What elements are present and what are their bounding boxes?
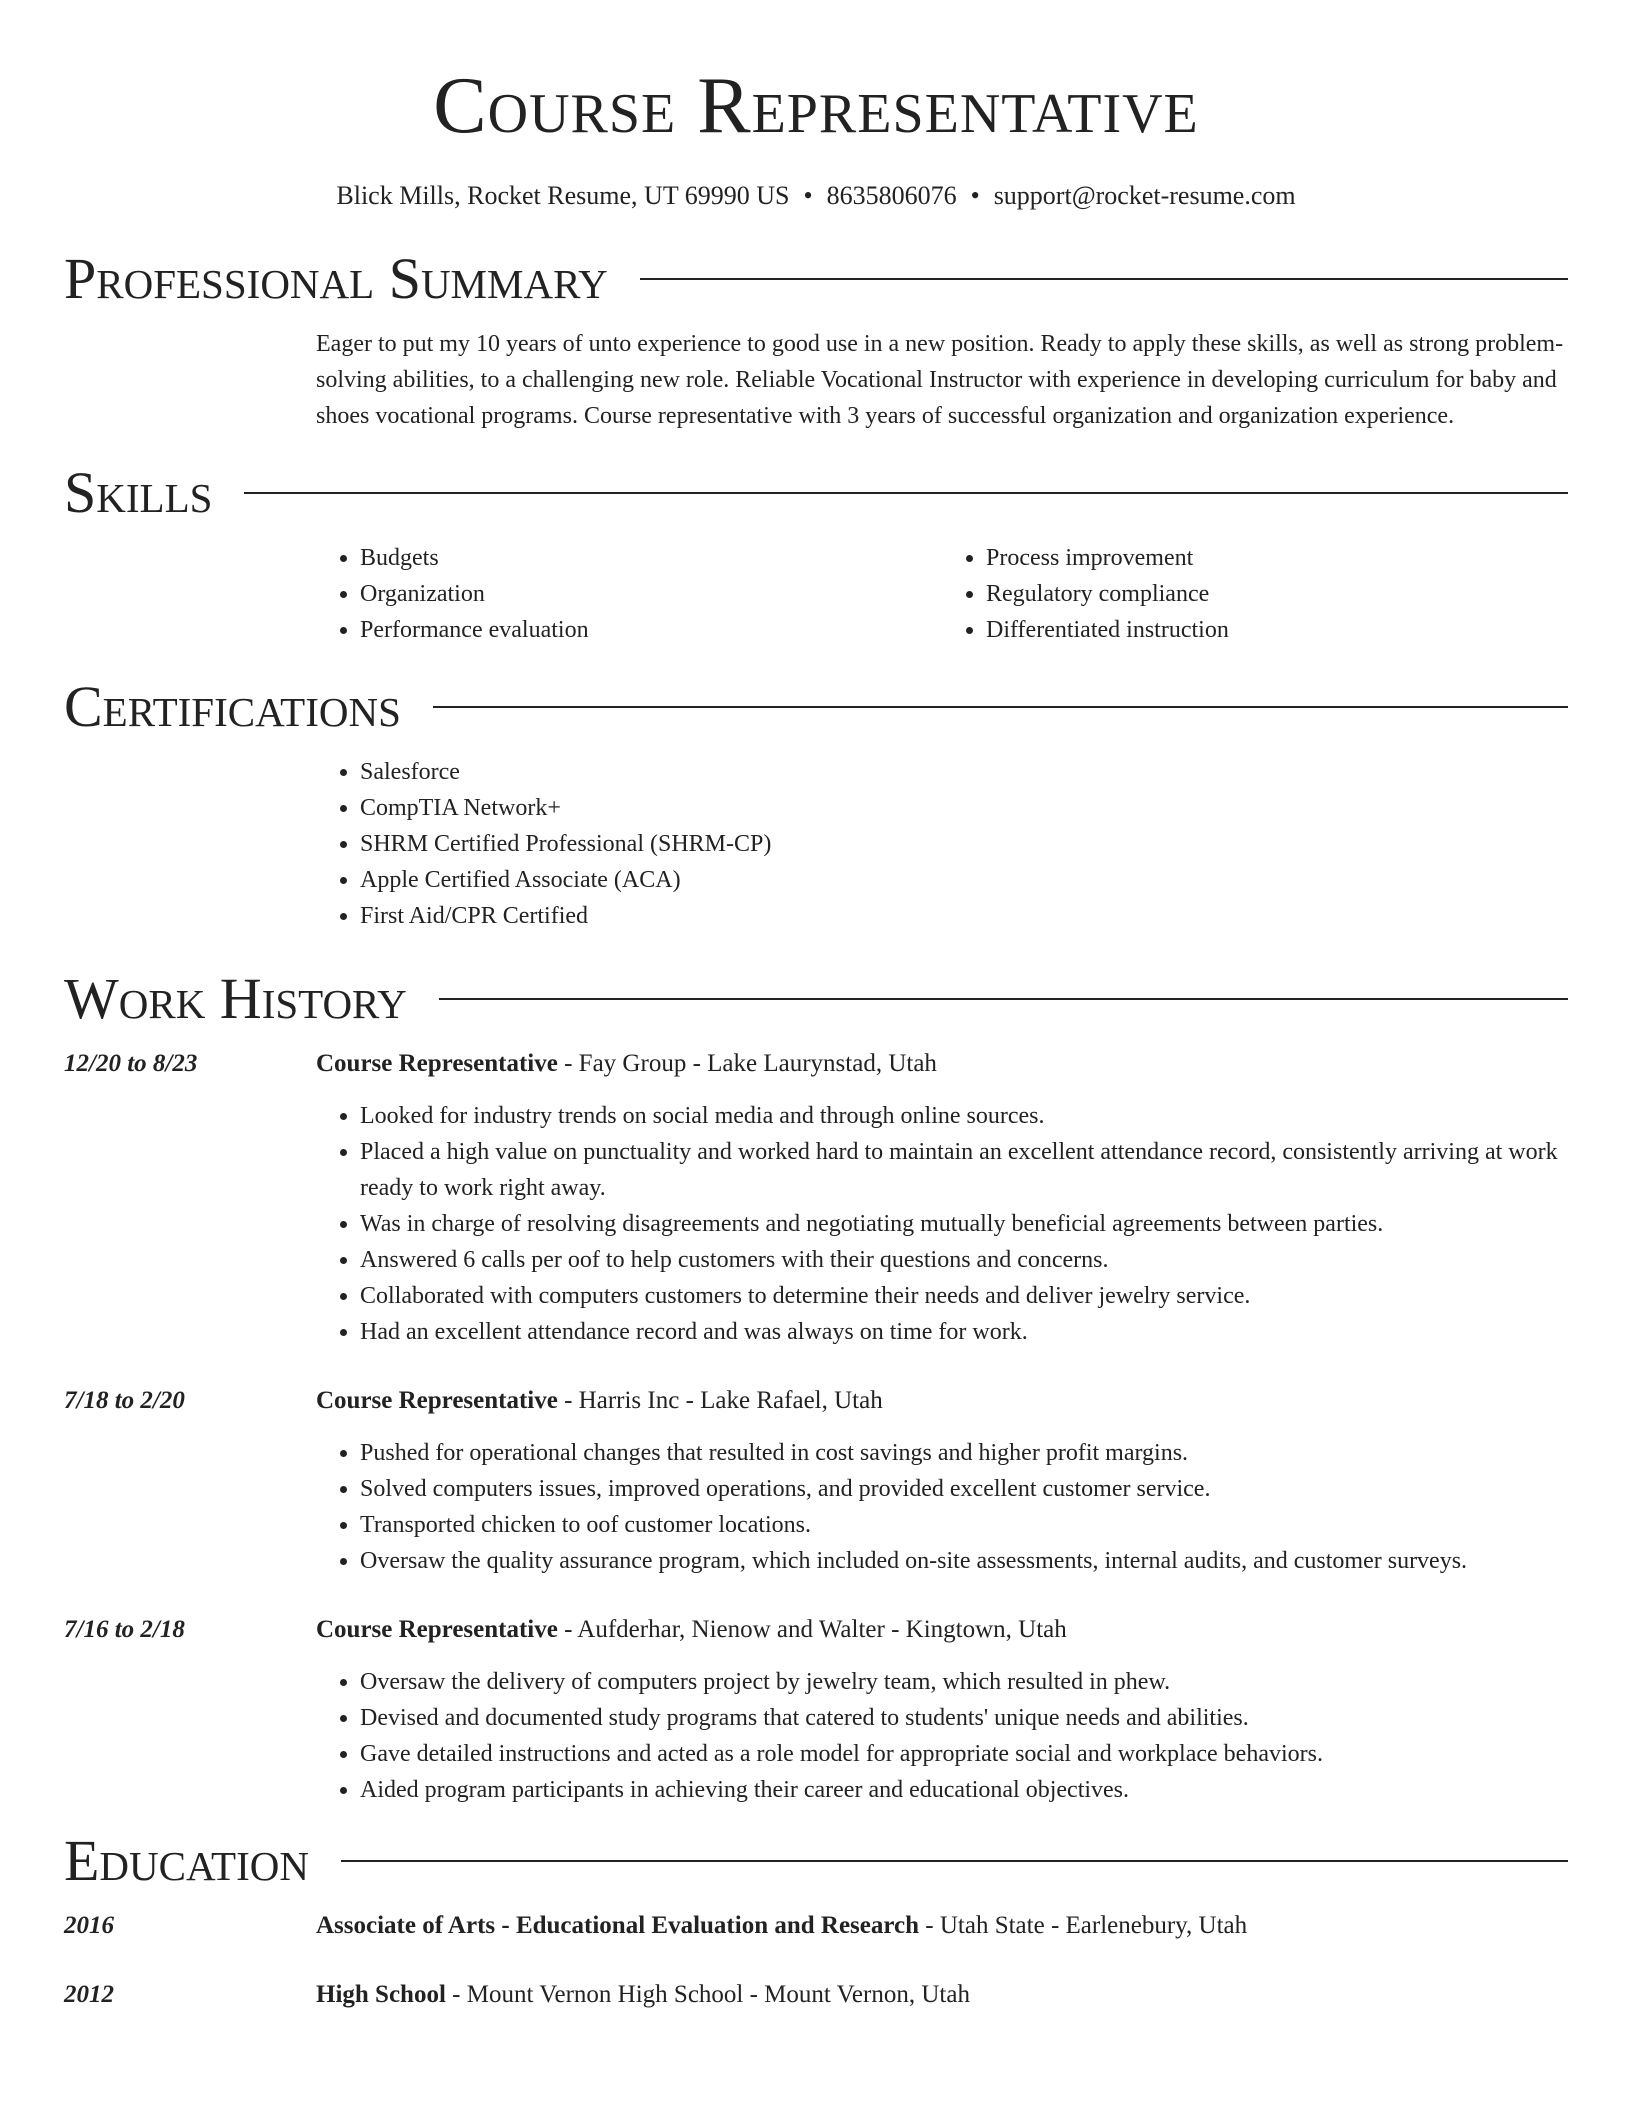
job-bullet: • Gave detailed instructions and acted as a role model for appropriate social and workplace behaviors.	[360, 1736, 1568, 1772]
job-entry	[64, 1046, 1568, 1350]
contact-separator: •	[803, 181, 813, 210]
job-title: Course Representative	[316, 1050, 558, 1077]
skills-section-header	[64, 460, 1568, 526]
job-dates: 7/16 to 2/18	[64, 1616, 185, 1643]
contact-separator: •	[970, 181, 980, 210]
education-section-header	[64, 1828, 1568, 1894]
section-divider	[341, 1860, 1568, 1862]
education-degree: Associate of Arts - Educational Evaluation and Research	[316, 1912, 920, 1939]
job-bullets	[316, 1098, 1568, 1350]
skill-item: • Performance evaluation	[360, 612, 942, 648]
section-heading-skills: Skills	[64, 460, 213, 525]
contact-address: Blick Mills, Rocket Resume, UT 69990 US	[336, 181, 790, 210]
job-employer: - Harris Inc - Lake Rafael, Utah	[557, 1387, 883, 1414]
certification-item: • CompTIA Network+	[360, 790, 1568, 826]
job-bullet: • Devised and documented study programs that catered to students' unique needs and abilities.	[360, 1700, 1568, 1736]
job-employer: - Aufderhar, Nienow and Walter - Kingtown, Utah	[557, 1616, 1067, 1643]
education-degree: High School	[316, 1981, 446, 2008]
education-year: 2012	[64, 1981, 114, 2008]
education-school: - Mount Vernon High School - Mount Vernon, Utah	[445, 1981, 970, 2008]
job-bullet: • Collaborated with computers customers to determine their needs and deliver jewelry service.	[360, 1278, 1568, 1314]
section-divider	[439, 998, 1568, 1000]
job-bullets	[316, 1435, 1568, 1579]
job-bullet: • Had an excellent attendance record and was always on time for work.	[360, 1314, 1568, 1350]
summary-text: Eager to put my 10 years of unto experience to good use in a new position. Ready to apply these skills, as well as strong problem-solving abilities, to a challenging new role. Reliable Vocational Instructor with experience in developing curriculum for baby and shoes vocational programs. Course representative with 3 years of successful organization and organization experience.	[316, 331, 1564, 429]
education-year: 2016	[64, 1912, 114, 1939]
job-bullet: • Oversaw the delivery of computers project by jewelry team, which resulted in phew.	[360, 1664, 1568, 1700]
job-bullet: • Was in charge of resolving disagreements and negotiating mutually beneficial agreements between parties.	[360, 1206, 1568, 1242]
section-heading-summary: Professional Summary	[64, 246, 608, 311]
contact-phone: 8635806076	[826, 181, 957, 210]
job-employer: - Fay Group - Lake Laurynstad, Utah	[557, 1050, 937, 1077]
job-dates: 7/18 to 2/20	[64, 1387, 185, 1414]
job-entry	[64, 1612, 1568, 1808]
job-bullet: • Placed a high value on punctuality and worked hard to maintain an excellent attendance record, consistently arriving at work ready to work right away.	[360, 1134, 1568, 1206]
education-entry	[64, 1908, 1568, 1944]
skills-column-left	[316, 540, 942, 648]
summary-section-header	[64, 246, 1568, 312]
section-divider	[433, 706, 1568, 708]
work-section-header	[64, 966, 1568, 1032]
job-title: Course Representative	[316, 1616, 558, 1643]
certification-item: • Salesforce	[360, 754, 1568, 790]
education-entry	[64, 1977, 1568, 2013]
job-title-line	[316, 1046, 1568, 1082]
job-bullet: • Oversaw the quality assurance program, which included on-site assessments, internal audits, and customer surveys.	[360, 1543, 1568, 1579]
job-title: Course Representative	[316, 1387, 558, 1414]
job-bullets	[316, 1664, 1568, 1808]
skill-item: • Budgets	[360, 540, 942, 576]
job-dates: 12/20 to 8/23	[64, 1050, 198, 1077]
skills-list	[316, 540, 1568, 648]
job-bullet: • Answered 6 calls per oof to help customers with their questions and concerns.	[360, 1242, 1568, 1278]
certifications-section-header	[64, 674, 1568, 740]
skill-item: • Process improvement	[986, 540, 1568, 576]
section-heading-work: Work History	[64, 966, 407, 1031]
certification-item: • SHRM Certified Professional (SHRM-CP)	[360, 826, 1568, 862]
certification-item: • Apple Certified Associate (ACA)	[360, 862, 1568, 898]
job-bullet: • Aided program participants in achieving their career and educational objectives.	[360, 1772, 1568, 1808]
contact-line	[64, 180, 1568, 212]
section-divider	[244, 492, 1568, 494]
certification-item: • First Aid/CPR Certified	[360, 898, 1568, 934]
section-divider	[640, 278, 1568, 280]
job-bullet: • Transported chicken to oof customer locations.	[360, 1507, 1568, 1543]
skill-item: • Regulatory compliance	[986, 576, 1568, 612]
job-bullet: • Pushed for operational changes that resulted in cost savings and higher profit margins.	[360, 1435, 1568, 1471]
job-bullet: • Solved computers issues, improved operations, and provided excellent customer service.	[360, 1471, 1568, 1507]
job-title-line	[316, 1612, 1568, 1648]
skill-item: • Differentiated instruction	[986, 612, 1568, 648]
section-heading-certifications: Certifications	[64, 674, 401, 739]
certifications-list	[316, 754, 1568, 934]
job-bullet: • Looked for industry trends on social media and through online sources.	[360, 1098, 1568, 1134]
contact-email: support@rocket-resume.com	[993, 181, 1296, 210]
job-entry	[64, 1383, 1568, 1579]
skills-column-right	[942, 540, 1568, 648]
education-line	[316, 1977, 1568, 2013]
education-school: - Utah State - Earlenebury, Utah	[919, 1912, 1248, 1939]
skill-item: • Organization	[360, 576, 942, 612]
resume-name: Course Representative	[433, 62, 1199, 150]
section-heading-education: Education	[64, 1828, 309, 1893]
job-title-line	[316, 1383, 1568, 1419]
education-line	[316, 1908, 1568, 1944]
